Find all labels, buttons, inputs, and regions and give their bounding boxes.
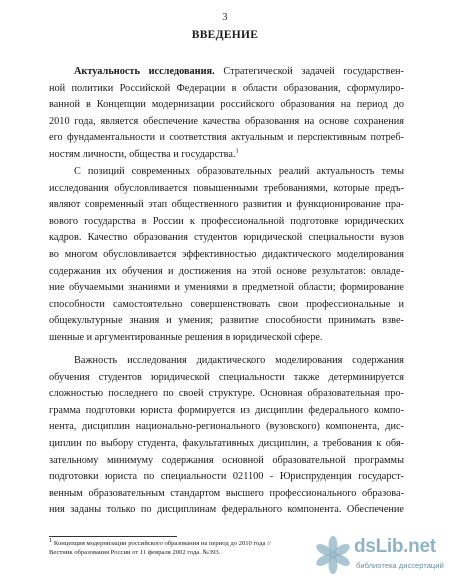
paragraph-line: ние обучаемыми знаниями и умениями в предметной области; формирование [49, 282, 404, 294]
paragraph-line: являют современный этап общественного развития и функционирование пра- [49, 199, 404, 211]
paragraph-line: зательному минимуму содержания основной образовательной программы [49, 454, 404, 466]
paragraph-line: циплин по выбору студента, факультативных дисциплин, а требования к обя- [49, 437, 404, 449]
paragraph-importance [49, 353, 404, 519]
paragraph-line: подготовки юриста по специальности 021100 - Юриспруденция государст- [49, 471, 404, 483]
paragraph-line: кадров. Качество образования студентов юридической специальности вузов [49, 232, 404, 244]
footnote-marker: 1 [49, 536, 53, 544]
footnote-text: Концепция модернизации российского образования на период до 2010 года // Вестник образования России от 11 февраля 2002 года. №393. [49, 540, 271, 556]
paragraph-line: исследования обусловливается повышенными требованиями, которые предъ- [49, 182, 404, 194]
paragraph-text: ностям личности, общества и государства. [49, 148, 236, 160]
paragraph-line: вового государства в России к профессиональной подготовке юридических [49, 215, 404, 227]
paragraph-line: ния заданы только по дисциплинам федерального компонента. Обеспечение [49, 504, 404, 516]
paragraph-line: во многом обусловливается эффективностью дидактического моделирования [49, 248, 404, 260]
page-number: 3 [222, 12, 228, 23]
paragraph-line: ной политики Российской Федерации в области образования, сформулиро- [49, 82, 404, 94]
paragraph-line [49, 147, 404, 164]
paragraph-line: его фундаментальности и соответствия актуальным и перспективным потреб- [49, 132, 404, 144]
paragraph-line: нента, дисциплин национально-регионального (вузовского) компонента, дис- [49, 421, 404, 433]
paragraph-context [49, 164, 404, 347]
paragraph-line: ванной в Концепции модернизации российского образования на период до [49, 99, 404, 111]
paragraph-line: венным образовательным стандартом высшего профессионального образова- [49, 487, 404, 499]
paragraph-line: шенные и аргументированные решения в юридической сфере. [49, 331, 323, 343]
paragraph-relevance [49, 64, 404, 164]
footnote-divider [49, 536, 177, 537]
paragraph-line: С позиций современных образовательных реалий актуальность темы [74, 166, 404, 177]
paragraph-line: содержания их обучения и достижения на этой основе результатов: овладе- [49, 265, 404, 277]
paragraph-line: 2010 года, является обеспечение качества образования на основе сохранения [49, 115, 404, 127]
paragraph-line: сложностью последнего по своей структуре. Основная образовательная про- [49, 388, 404, 400]
dslib-logo-icon [312, 534, 354, 576]
paragraph-line [49, 64, 404, 81]
paragraph-line: общекультурные знания и умения; развитие способности принимать взве- [49, 315, 404, 327]
footnote [49, 536, 279, 557]
paragraph-text: Стратегической задачей государствен- [214, 66, 404, 77]
relevance-lead: Актуальность исследования. [74, 66, 215, 77]
watermark-site: dsLib.net [354, 536, 436, 557]
watermark-caption: библиотека диссертаций [356, 561, 444, 570]
footnote-reference[interactable]: 1 [235, 147, 239, 155]
watermark [312, 534, 444, 576]
paragraph-line: обучения студентов юридической специальности также детерминируется [49, 371, 404, 383]
paragraph-line: Важность исследования дидактического моделирования содержания [74, 355, 404, 366]
paragraph-line: грамма подготовки юриста формируется из дисциплин федерального компо- [49, 404, 404, 416]
paragraph-line: способности самостоятельно совершенствовать свои профессиональные и [49, 298, 404, 310]
section-heading: ВВЕДЕНИЕ [191, 29, 259, 41]
